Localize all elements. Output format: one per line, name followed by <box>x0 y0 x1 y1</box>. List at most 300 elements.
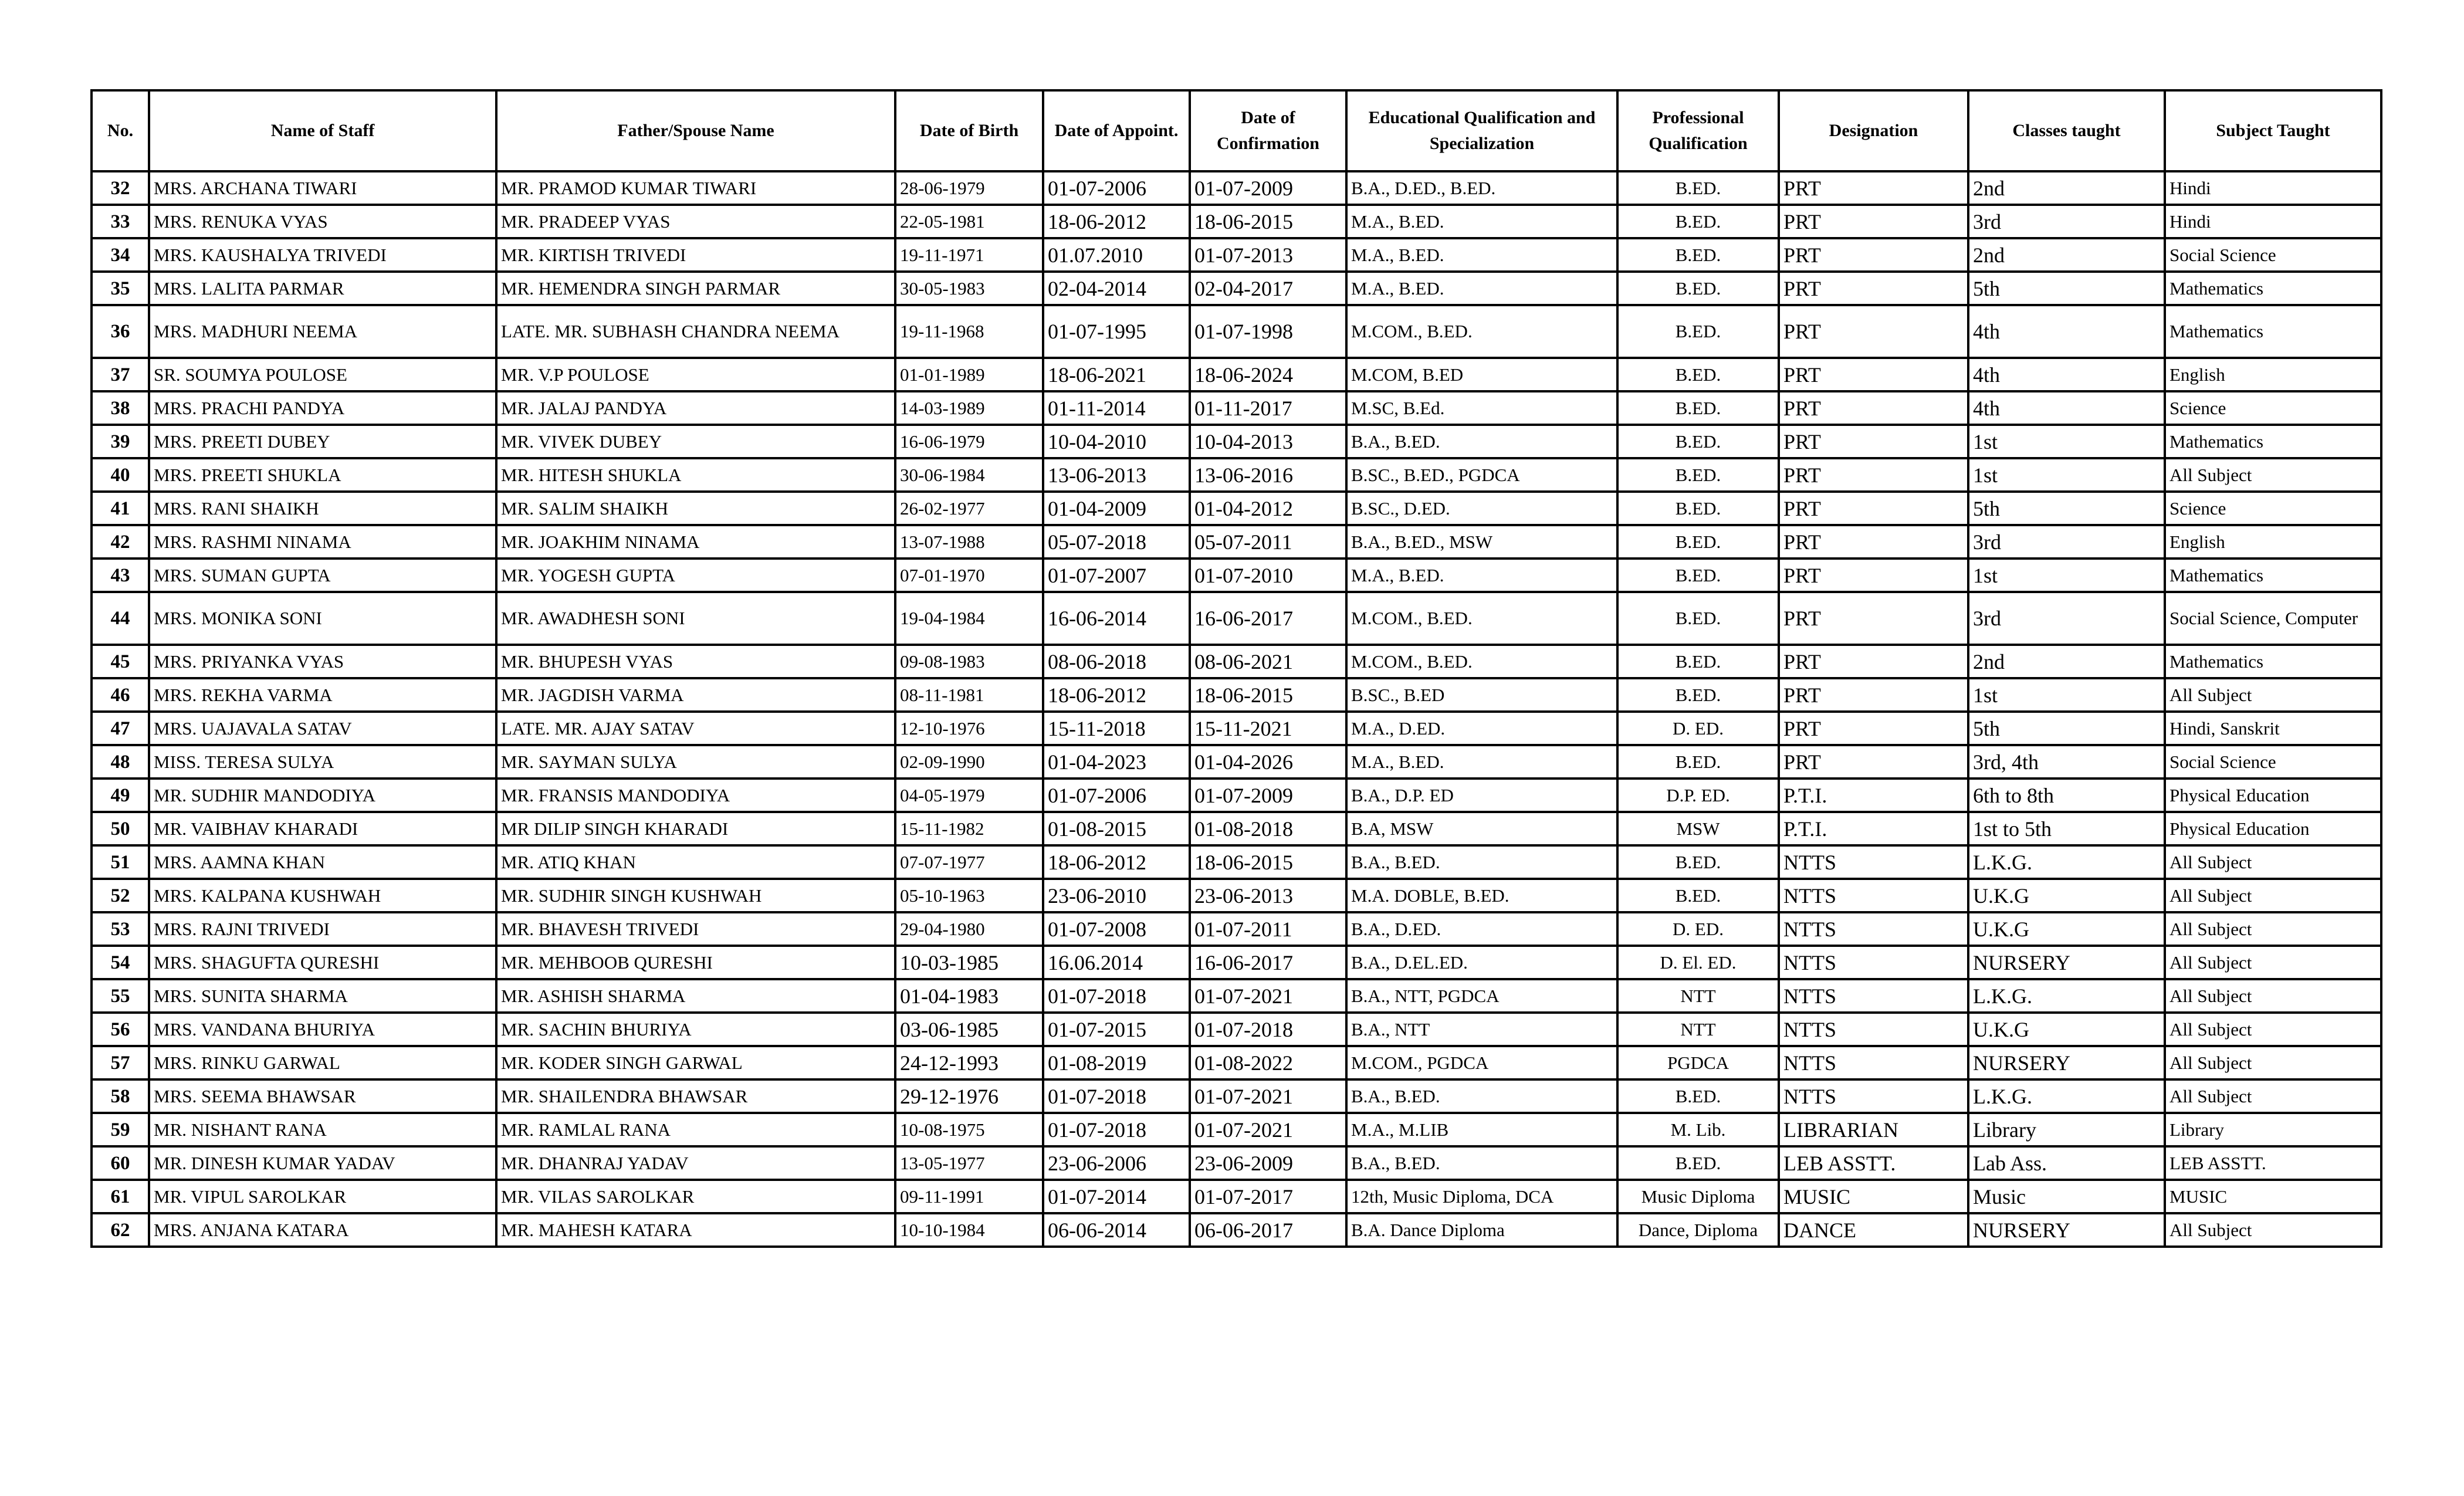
cell-edu: M.A., M.LIB <box>1346 1113 1617 1146</box>
cell-edu: B.A., B.ED. <box>1346 1146 1617 1180</box>
cell-no: 60 <box>92 1146 149 1180</box>
cell-name: MR. NISHANT RANA <box>149 1113 496 1146</box>
cell-name: MRS. RENUKA VYAS <box>149 205 496 238</box>
cell-appoint: 01-07-2018 <box>1043 1113 1190 1146</box>
cell-prof: B.ED. <box>1617 525 1779 559</box>
cell-father: MR. PRADEEP VYAS <box>496 205 895 238</box>
cell-name: MRS. RASHMI NINAMA <box>149 525 496 559</box>
cell-appoint: 01-07-2014 <box>1043 1180 1190 1213</box>
table-row <box>92 845 2381 879</box>
cell-desig: NTTS <box>1779 879 1968 912</box>
cell-appoint: 01-07-2006 <box>1043 171 1190 205</box>
cell-dob: 09-11-1991 <box>895 1180 1043 1213</box>
table-row <box>92 912 2381 946</box>
cell-classes: L.K.G. <box>1968 1079 2165 1113</box>
cell-edu: M.COM., B.ED. <box>1346 645 1617 678</box>
cell-dob: 29-12-1976 <box>895 1079 1043 1113</box>
cell-prof: B.ED. <box>1617 205 1779 238</box>
cell-desig: PRT <box>1779 358 1968 391</box>
cell-appoint: 01-04-2009 <box>1043 492 1190 525</box>
cell-name: MRS. KAUSHALYA TRIVEDI <box>149 238 496 272</box>
cell-no: 52 <box>92 879 149 912</box>
cell-prof: D. El. ED. <box>1617 946 1779 979</box>
table-row <box>92 171 2381 205</box>
cell-edu: B.SC., B.ED <box>1346 678 1617 712</box>
cell-confirm: 01-07-2009 <box>1190 171 1346 205</box>
cell-name: MRS. MONIKA SONI <box>149 592 496 645</box>
cell-appoint: 02-04-2014 <box>1043 272 1190 305</box>
cell-no: 45 <box>92 645 149 678</box>
cell-prof: B.ED. <box>1617 1079 1779 1113</box>
cell-no: 57 <box>92 1046 149 1079</box>
cell-confirm: 01-04-2026 <box>1190 745 1346 779</box>
cell-name: MRS. SUMAN GUPTA <box>149 559 496 592</box>
cell-desig: PRT <box>1779 745 1968 779</box>
cell-no: 39 <box>92 425 149 458</box>
cell-father: MR. V.P POULOSE <box>496 358 895 391</box>
table-row <box>92 946 2381 979</box>
cell-appoint: 23-06-2006 <box>1043 1146 1190 1180</box>
table-row <box>92 979 2381 1013</box>
cell-desig: NTTS <box>1779 912 1968 946</box>
cell-subject: All Subject <box>2165 912 2381 946</box>
cell-father: MR. MAHESH KATARA <box>496 1213 895 1247</box>
cell-appoint: 01-07-2018 <box>1043 1079 1190 1113</box>
cell-father: MR. ASHISH SHARMA <box>496 979 895 1013</box>
cell-desig: PRT <box>1779 712 1968 745</box>
cell-dob: 01-01-1989 <box>895 358 1043 391</box>
table-row <box>92 305 2381 358</box>
table-row <box>92 645 2381 678</box>
cell-father: MR. DHANRAJ YADAV <box>496 1146 895 1180</box>
table-row <box>92 391 2381 425</box>
cell-confirm: 06-06-2017 <box>1190 1213 1346 1247</box>
header-father: Father/Spouse Name <box>496 90 895 171</box>
cell-dob: 29-04-1980 <box>895 912 1043 946</box>
cell-no: 49 <box>92 779 149 812</box>
cell-confirm: 01-07-2009 <box>1190 779 1346 812</box>
cell-edu: B.A., B.ED. <box>1346 845 1617 879</box>
cell-confirm: 02-04-2017 <box>1190 272 1346 305</box>
cell-edu: B.A., B.ED. <box>1346 1079 1617 1113</box>
cell-desig: PRT <box>1779 525 1968 559</box>
cell-appoint: 13-06-2013 <box>1043 458 1190 492</box>
cell-name: MRS. REKHA VARMA <box>149 678 496 712</box>
cell-subject: LEB ASSTT. <box>2165 1146 2381 1180</box>
cell-prof: B.ED. <box>1617 391 1779 425</box>
header-dob: Date of Birth <box>895 90 1043 171</box>
cell-no: 50 <box>92 812 149 845</box>
cell-confirm: 01-04-2012 <box>1190 492 1346 525</box>
cell-no: 48 <box>92 745 149 779</box>
cell-appoint: 01-08-2015 <box>1043 812 1190 845</box>
cell-subject: Physical Education <box>2165 779 2381 812</box>
cell-classes: L.K.G. <box>1968 845 2165 879</box>
cell-desig: LIBRARIAN <box>1779 1113 1968 1146</box>
cell-confirm: 13-06-2016 <box>1190 458 1346 492</box>
cell-name: MRS. SUNITA SHARMA <box>149 979 496 1013</box>
cell-confirm: 08-06-2021 <box>1190 645 1346 678</box>
cell-no: 61 <box>92 1180 149 1213</box>
cell-subject: Hindi <box>2165 205 2381 238</box>
cell-edu: M.COM., PGDCA <box>1346 1046 1617 1079</box>
header-desig: Designation <box>1779 90 1968 171</box>
table-row <box>92 238 2381 272</box>
cell-edu: B.A., D.EL.ED. <box>1346 946 1617 979</box>
cell-edu: M.A., B.ED. <box>1346 559 1617 592</box>
cell-father: MR. RAMLAL RANA <box>496 1113 895 1146</box>
cell-dob: 05-10-1963 <box>895 879 1043 912</box>
cell-classes: 5th <box>1968 492 2165 525</box>
cell-appoint: 01-08-2019 <box>1043 1046 1190 1079</box>
cell-confirm: 18-06-2015 <box>1190 678 1346 712</box>
cell-name: MRS. RINKU GARWAL <box>149 1046 496 1079</box>
staff-table <box>90 89 2382 1248</box>
cell-name: MRS. KALPANA KUSHWAH <box>149 879 496 912</box>
cell-confirm: 10-04-2013 <box>1190 425 1346 458</box>
cell-edu: B.SC., D.ED. <box>1346 492 1617 525</box>
cell-subject: Social Science, Computer <box>2165 592 2381 645</box>
cell-father: MR. KODER SINGH GARWAL <box>496 1046 895 1079</box>
cell-confirm: 15-11-2021 <box>1190 712 1346 745</box>
header-row <box>92 90 2381 171</box>
cell-no: 44 <box>92 592 149 645</box>
table-row <box>92 525 2381 559</box>
cell-subject: Physical Education <box>2165 812 2381 845</box>
cell-edu: B.A., D.P. ED <box>1346 779 1617 812</box>
cell-name: MRS. SHAGUFTA QURESHI <box>149 946 496 979</box>
cell-desig: NTTS <box>1779 845 1968 879</box>
cell-prof: B.ED. <box>1617 678 1779 712</box>
cell-subject: All Subject <box>2165 979 2381 1013</box>
cell-confirm: 01-07-2021 <box>1190 1079 1346 1113</box>
cell-edu: B.A., NTT, PGDCA <box>1346 979 1617 1013</box>
cell-subject: All Subject <box>2165 678 2381 712</box>
cell-confirm: 01-07-2011 <box>1190 912 1346 946</box>
header-appoint: Date of Appoint. <box>1043 90 1190 171</box>
cell-subject: Hindi <box>2165 171 2381 205</box>
cell-classes: NURSERY <box>1968 1046 2165 1079</box>
cell-classes: 3rd <box>1968 525 2165 559</box>
cell-prof: B.ED. <box>1617 358 1779 391</box>
table-row <box>92 712 2381 745</box>
cell-classes: 3rd, 4th <box>1968 745 2165 779</box>
cell-desig: PRT <box>1779 458 1968 492</box>
cell-no: 58 <box>92 1079 149 1113</box>
cell-name: MRS. VANDANA BHURIYA <box>149 1013 496 1046</box>
cell-edu: M.COM., B.ED. <box>1346 305 1617 358</box>
cell-classes: 1st <box>1968 425 2165 458</box>
cell-dob: 19-04-1984 <box>895 592 1043 645</box>
cell-father: MR. ATIQ KHAN <box>496 845 895 879</box>
cell-prof: M. Lib. <box>1617 1113 1779 1146</box>
cell-dob: 19-11-1971 <box>895 238 1043 272</box>
cell-name: MRS. PRIYANKA VYAS <box>149 645 496 678</box>
cell-father: MR. SACHIN BHURIYA <box>496 1013 895 1046</box>
cell-desig: PRT <box>1779 492 1968 525</box>
cell-name: MRS. RAJNI TRIVEDI <box>149 912 496 946</box>
table-row <box>92 272 2381 305</box>
table-row <box>92 1113 2381 1146</box>
cell-classes: 4th <box>1968 358 2165 391</box>
cell-classes: 1st <box>1968 559 2165 592</box>
cell-classes: 4th <box>1968 391 2165 425</box>
header-edu: Educational Qualification and Specialization <box>1346 90 1617 171</box>
cell-classes: 3rd <box>1968 205 2165 238</box>
cell-classes: 4th <box>1968 305 2165 358</box>
cell-edu: B.SC., B.ED., PGDCA <box>1346 458 1617 492</box>
cell-prof: Music Diploma <box>1617 1180 1779 1213</box>
cell-dob: 07-07-1977 <box>895 845 1043 879</box>
cell-no: 42 <box>92 525 149 559</box>
cell-name: MRS. PRACHI PANDYA <box>149 391 496 425</box>
cell-dob: 14-03-1989 <box>895 391 1043 425</box>
cell-prof: B.ED. <box>1617 171 1779 205</box>
cell-classes: U.K.G <box>1968 1013 2165 1046</box>
cell-classes: Lab Ass. <box>1968 1146 2165 1180</box>
cell-dob: 26-02-1977 <box>895 492 1043 525</box>
table-row <box>92 492 2381 525</box>
cell-subject: English <box>2165 525 2381 559</box>
cell-no: 41 <box>92 492 149 525</box>
cell-no: 37 <box>92 358 149 391</box>
cell-prof: B.ED. <box>1617 879 1779 912</box>
cell-dob: 01-04-1983 <box>895 979 1043 1013</box>
cell-name: MRS. AAMNA KHAN <box>149 845 496 879</box>
cell-confirm: 01-07-1998 <box>1190 305 1346 358</box>
cell-desig: PRT <box>1779 238 1968 272</box>
header-confirm: Date of Confirmation <box>1190 90 1346 171</box>
cell-appoint: 10-04-2010 <box>1043 425 1190 458</box>
cell-prof: MSW <box>1617 812 1779 845</box>
cell-father: MR. MEHBOOB QURESHI <box>496 946 895 979</box>
cell-edu: M.A. DOBLE, B.ED. <box>1346 879 1617 912</box>
cell-subject: All Subject <box>2165 458 2381 492</box>
cell-appoint: 01-11-2014 <box>1043 391 1190 425</box>
cell-prof: B.ED. <box>1617 238 1779 272</box>
cell-prof: B.ED. <box>1617 305 1779 358</box>
cell-prof: B.ED. <box>1617 645 1779 678</box>
cell-edu: M.A., B.ED. <box>1346 272 1617 305</box>
cell-name: MR. SUDHIR MANDODIYA <box>149 779 496 812</box>
cell-confirm: 23-06-2009 <box>1190 1146 1346 1180</box>
cell-no: 53 <box>92 912 149 946</box>
header-classes: Classes taught <box>1968 90 2165 171</box>
cell-dob: 22-05-1981 <box>895 205 1043 238</box>
cell-dob: 03-06-1985 <box>895 1013 1043 1046</box>
cell-father: MR. VIVEK DUBEY <box>496 425 895 458</box>
cell-prof: B.ED. <box>1617 745 1779 779</box>
cell-desig: MUSIC <box>1779 1180 1968 1213</box>
table-row <box>92 678 2381 712</box>
header-subject: Subject Taught <box>2165 90 2381 171</box>
cell-confirm: 18-06-2015 <box>1190 205 1346 238</box>
table-row <box>92 205 2381 238</box>
cell-confirm: 01-07-2021 <box>1190 979 1346 1013</box>
cell-desig: PRT <box>1779 391 1968 425</box>
cell-desig: PRT <box>1779 425 1968 458</box>
cell-confirm: 01-07-2018 <box>1190 1013 1346 1046</box>
cell-confirm: 16-06-2017 <box>1190 592 1346 645</box>
table-row <box>92 1213 2381 1247</box>
cell-dob: 19-11-1968 <box>895 305 1043 358</box>
cell-no: 43 <box>92 559 149 592</box>
cell-subject: All Subject <box>2165 1046 2381 1079</box>
cell-name: MRS. ANJANA KATARA <box>149 1213 496 1247</box>
table-row <box>92 1180 2381 1213</box>
cell-dob: 10-08-1975 <box>895 1113 1043 1146</box>
cell-desig: PRT <box>1779 205 1968 238</box>
cell-no: 54 <box>92 946 149 979</box>
cell-prof: NTT <box>1617 1013 1779 1046</box>
table-row <box>92 425 2381 458</box>
table-row <box>92 1079 2381 1113</box>
cell-father: LATE. MR. SUBHASH CHANDRA NEEMA <box>496 305 895 358</box>
table-row <box>92 358 2381 391</box>
cell-name: MRS. RANI SHAIKH <box>149 492 496 525</box>
cell-name: MR. VAIBHAV KHARADI <box>149 812 496 845</box>
cell-classes: 6th to 8th <box>1968 779 2165 812</box>
cell-no: 34 <box>92 238 149 272</box>
cell-appoint: 18-06-2012 <box>1043 845 1190 879</box>
cell-edu: M.A., B.ED. <box>1346 745 1617 779</box>
cell-confirm: 18-06-2015 <box>1190 845 1346 879</box>
cell-subject: Social Science <box>2165 238 2381 272</box>
cell-prof: PGDCA <box>1617 1046 1779 1079</box>
cell-no: 46 <box>92 678 149 712</box>
cell-edu: M.COM., B.ED. <box>1346 592 1617 645</box>
cell-no: 35 <box>92 272 149 305</box>
cell-father: MR. BHUPESH VYAS <box>496 645 895 678</box>
cell-prof: B.ED. <box>1617 1146 1779 1180</box>
cell-edu: B.A., NTT <box>1346 1013 1617 1046</box>
cell-dob: 08-11-1981 <box>895 678 1043 712</box>
cell-appoint: 16.06.2014 <box>1043 946 1190 979</box>
table-row <box>92 559 2381 592</box>
cell-subject: Mathematics <box>2165 645 2381 678</box>
cell-edu: B.A., D.ED., B.ED. <box>1346 171 1617 205</box>
cell-father: MR. BHAVESH TRIVEDI <box>496 912 895 946</box>
cell-confirm: 01-07-2010 <box>1190 559 1346 592</box>
cell-no: 32 <box>92 171 149 205</box>
cell-father: MR. FRANSIS MANDODIYA <box>496 779 895 812</box>
cell-name: MRS. LALITA PARMAR <box>149 272 496 305</box>
cell-subject: All Subject <box>2165 845 2381 879</box>
table-row <box>92 592 2381 645</box>
cell-edu: M.A., D.ED. <box>1346 712 1617 745</box>
cell-dob: 09-08-1983 <box>895 645 1043 678</box>
cell-classes: NURSERY <box>1968 946 2165 979</box>
table-row <box>92 812 2381 845</box>
cell-dob: 04-05-1979 <box>895 779 1043 812</box>
cell-no: 59 <box>92 1113 149 1146</box>
cell-father: MR DILIP SINGH KHARADI <box>496 812 895 845</box>
cell-no: 51 <box>92 845 149 879</box>
cell-appoint: 01-07-2007 <box>1043 559 1190 592</box>
cell-desig: PRT <box>1779 305 1968 358</box>
cell-appoint: 01.07.2010 <box>1043 238 1190 272</box>
cell-desig: NTTS <box>1779 1079 1968 1113</box>
cell-prof: B.ED. <box>1617 592 1779 645</box>
cell-name: MRS. PREETI SHUKLA <box>149 458 496 492</box>
cell-father: MR. JOAKHIM NINAMA <box>496 525 895 559</box>
cell-confirm: 05-07-2011 <box>1190 525 1346 559</box>
cell-subject: Hindi, Sanskrit <box>2165 712 2381 745</box>
cell-edu: B.A., B.ED., MSW <box>1346 525 1617 559</box>
cell-father: MR. KIRTISH TRIVEDI <box>496 238 895 272</box>
cell-subject: Mathematics <box>2165 272 2381 305</box>
cell-desig: PRT <box>1779 645 1968 678</box>
cell-name: SR. SOUMYA POULOSE <box>149 358 496 391</box>
cell-prof: D. ED. <box>1617 712 1779 745</box>
cell-no: 38 <box>92 391 149 425</box>
table-row <box>92 745 2381 779</box>
cell-edu: B.A., D.ED. <box>1346 912 1617 946</box>
header-name: Name of Staff <box>149 90 496 171</box>
cell-no: 33 <box>92 205 149 238</box>
cell-appoint: 23-06-2010 <box>1043 879 1190 912</box>
cell-subject: Mathematics <box>2165 425 2381 458</box>
cell-no: 40 <box>92 458 149 492</box>
cell-name: MRS. UAJAVALA SATAV <box>149 712 496 745</box>
cell-dob: 28-06-1979 <box>895 171 1043 205</box>
cell-subject: All Subject <box>2165 1013 2381 1046</box>
cell-classes: 2nd <box>1968 171 2165 205</box>
cell-confirm: 01-08-2022 <box>1190 1046 1346 1079</box>
cell-no: 56 <box>92 1013 149 1046</box>
cell-desig: P.T.I. <box>1779 779 1968 812</box>
cell-classes: 1st to 5th <box>1968 812 2165 845</box>
cell-appoint: 05-07-2018 <box>1043 525 1190 559</box>
cell-desig: NTTS <box>1779 1013 1968 1046</box>
cell-desig: PRT <box>1779 171 1968 205</box>
cell-appoint: 01-07-2006 <box>1043 779 1190 812</box>
cell-name: MRS. ARCHANA TIWARI <box>149 171 496 205</box>
cell-edu: B.A, MSW <box>1346 812 1617 845</box>
cell-dob: 24-12-1993 <box>895 1046 1043 1079</box>
cell-dob: 02-09-1990 <box>895 745 1043 779</box>
table-row <box>92 1146 2381 1180</box>
cell-appoint: 18-06-2021 <box>1043 358 1190 391</box>
cell-father: MR. SUDHIR SINGH KUSHWAH <box>496 879 895 912</box>
cell-name: MR. VIPUL SAROLKAR <box>149 1180 496 1213</box>
cell-father: MR. AWADHESH SONI <box>496 592 895 645</box>
cell-edu: 12th, Music Diploma, DCA <box>1346 1180 1617 1213</box>
cell-appoint: 15-11-2018 <box>1043 712 1190 745</box>
cell-father: MR. JALAJ PANDYA <box>496 391 895 425</box>
cell-subject: All Subject <box>2165 879 2381 912</box>
cell-dob: 16-06-1979 <box>895 425 1043 458</box>
cell-name: MRS. PREETI DUBEY <box>149 425 496 458</box>
cell-classes: 1st <box>1968 678 2165 712</box>
header-prof: Professional Qualification <box>1617 90 1779 171</box>
cell-name: MRS. SEEMA BHAWSAR <box>149 1079 496 1113</box>
cell-father: MR. VILAS SAROLKAR <box>496 1180 895 1213</box>
cell-desig: PRT <box>1779 272 1968 305</box>
cell-appoint: 01-07-2015 <box>1043 1013 1190 1046</box>
cell-subject: Science <box>2165 492 2381 525</box>
cell-classes: Library <box>1968 1113 2165 1146</box>
cell-dob: 07-01-1970 <box>895 559 1043 592</box>
cell-confirm: 01-07-2013 <box>1190 238 1346 272</box>
cell-name: MISS. TERESA SULYA <box>149 745 496 779</box>
cell-appoint: 01-04-2023 <box>1043 745 1190 779</box>
cell-name: MRS. MADHURI NEEMA <box>149 305 496 358</box>
cell-subject: All Subject <box>2165 1079 2381 1113</box>
cell-name: MR. DINESH KUMAR YADAV <box>149 1146 496 1180</box>
cell-desig: P.T.I. <box>1779 812 1968 845</box>
cell-no: 55 <box>92 979 149 1013</box>
